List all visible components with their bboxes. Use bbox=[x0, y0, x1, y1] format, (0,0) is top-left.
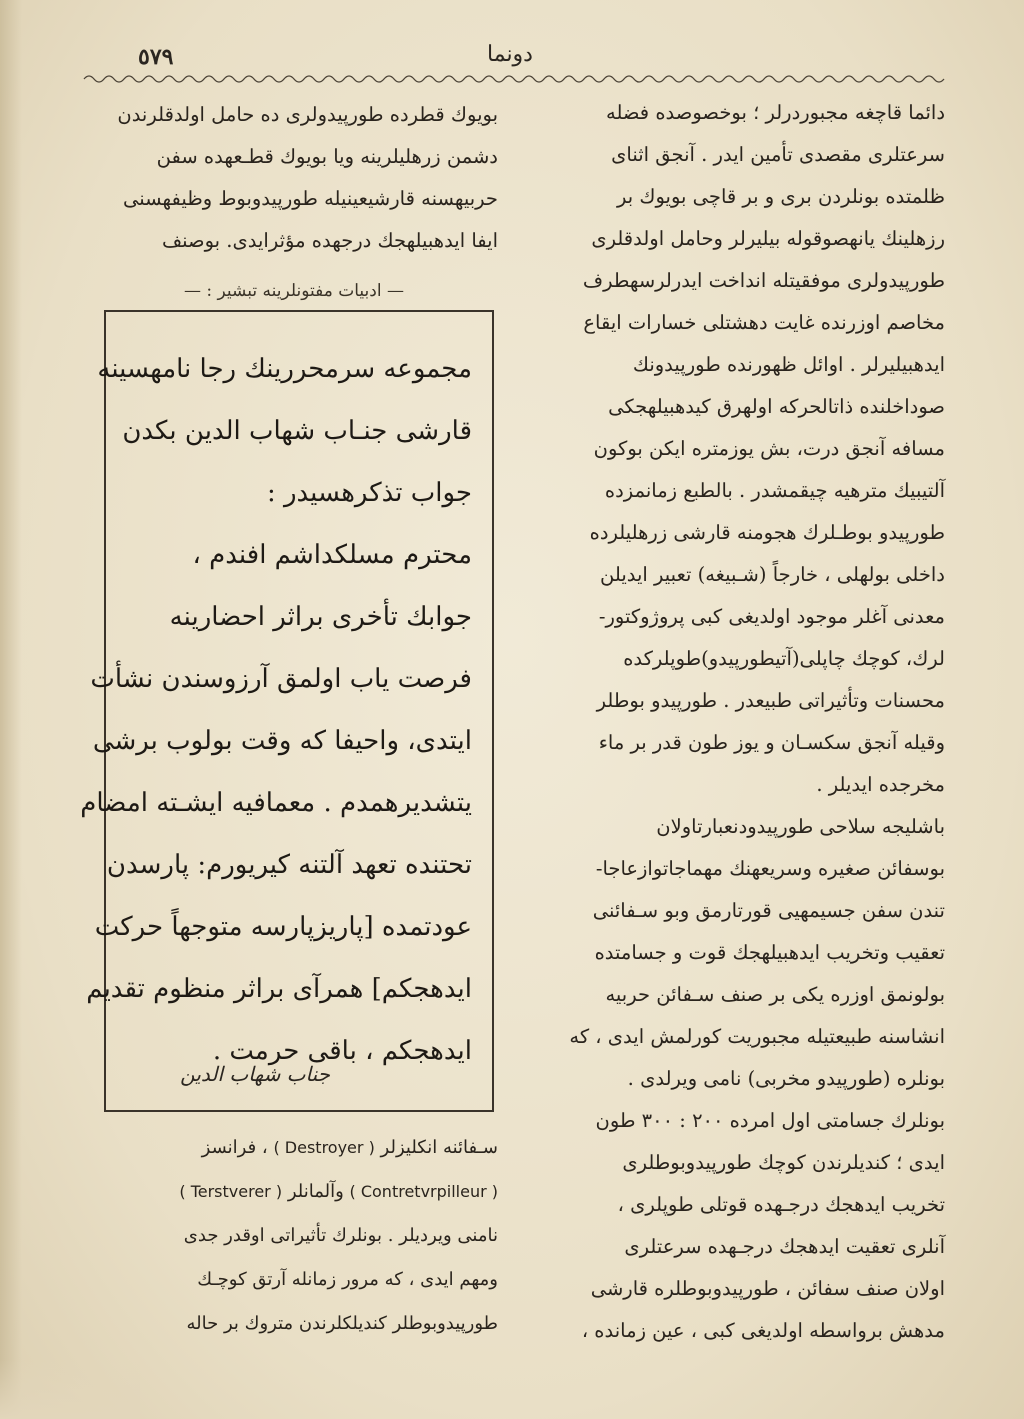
text-line: حربیهسنه قارشیعینیله طورپیدوبوط وظیفهسنی bbox=[122, 187, 498, 210]
text-line: مسافه آنجق درت، بش یوزمتره ایکن بوکون bbox=[593, 437, 945, 460]
text-line: تخریب ایدهجك درجـهده قوتلی طوپلری ، bbox=[617, 1193, 945, 1216]
text-line: ایدهبیلیرلر . اوائل ظهورنده طورپیدونك bbox=[632, 353, 945, 376]
footnote-line: طورپیدوبوطلر کندیلکلرندن متروك بر حاله bbox=[186, 1313, 498, 1334]
text-line: تندن سفن جسیمهیی قورتارمق وبو سـفائنی bbox=[592, 899, 945, 922]
letter-line: قارشی جنـاب شهاب الدین بكدن bbox=[122, 416, 472, 446]
letter-box bbox=[80, 310, 494, 1112]
text-line: بوسفائن صغیره وسریعهنك مهماجاتوازعاجا- bbox=[595, 857, 945, 880]
footnote-latin-term: ( Contretvrpilleur ) bbox=[349, 1182, 498, 1201]
letter-line: جوابك تأخری براثر احضارینه bbox=[169, 602, 472, 632]
footnote-text bbox=[90, 1126, 498, 1356]
text-line: مخاصم اوزرنده غایت دهشتلی خسارات ایقاع bbox=[583, 311, 945, 334]
page-edge-shadow bbox=[0, 0, 22, 1419]
text-line: وقیله آنجق سکسـان و یوز طون قدر بر ماء bbox=[598, 731, 945, 754]
text-line: دائما قاچغه مجبوردرلر ؛ بوخصوصده فضله bbox=[605, 101, 945, 124]
text-line: بولونمق اوزره یکی بر صنف سـفائن حربیه bbox=[605, 983, 945, 1006]
text-line: آلتیبیك مترهیه چیقمشدر . بالطبع زمانمزده bbox=[604, 479, 945, 502]
text-line: مدهش برواسطه اولدیغی کبی ، عین زمانده ، bbox=[581, 1319, 945, 1342]
page-number: ٥٧٩ bbox=[138, 44, 174, 70]
text-line: آنلری تعقیت ایدهجك درجـهده سرعتلری bbox=[624, 1235, 945, 1258]
text-line: بونلره (طورپیدو مخربی) نامی ویرلدی . bbox=[627, 1067, 945, 1090]
footnote-line-1 bbox=[90, 1126, 498, 1170]
running-title: دونما bbox=[487, 42, 533, 67]
text-line: تعقیب وتخریب ایدهبیلهجك قوت و جسامتده bbox=[594, 941, 945, 964]
text-line: طورپیدولری موفقیتله انداخت ایدرلرسهطرف bbox=[582, 269, 945, 292]
footnote-line: ومهم ایدی ، که مرور زمانله آرتق کوچـك bbox=[197, 1269, 498, 1290]
right-column-text bbox=[527, 92, 945, 1352]
text-line: معدنی آغلر موجود اولدیغی کبی پروژوکتور- bbox=[598, 605, 945, 628]
text-line: ظلمتده بونلردن بری و بر قاچی بویوك بر bbox=[616, 185, 945, 208]
page-corner-wear bbox=[0, 1360, 140, 1419]
text-line: انشاسنه طبیعتیله مجبوریت کورلمش ایدی ، که bbox=[569, 1025, 945, 1048]
footnote-latin-term: ( Destroyer ) bbox=[273, 1138, 375, 1157]
text-line: مخرجده ایدیلر . bbox=[816, 773, 945, 796]
text-line: بویوك قطرده طورپیدولری ده حامل اولدقلرندن bbox=[117, 103, 498, 126]
text-line: ایفا ایدهبیلهجك درجهده مؤثرایدی. بوصنف bbox=[161, 229, 498, 252]
text-line: طورپیدو بوطـلرك هجومنه قارشی زرهلیلرده bbox=[589, 521, 945, 544]
signature: جناب شهاب الدین bbox=[180, 1062, 330, 1086]
footnote-text-part: وآلمانلر bbox=[287, 1181, 344, 1202]
footnote-text-part: سـفائنه انکلیزلر bbox=[380, 1137, 498, 1158]
footnote-line-2 bbox=[90, 1170, 498, 1214]
header-wavy-rule bbox=[84, 72, 944, 86]
text-line: لرك، کوچك چاپلی(آتیطورپیدو)طوپلرکده bbox=[623, 647, 945, 670]
letter-line: جواب تذکرهسیدر : bbox=[266, 478, 472, 508]
letter-line: ایدهجکم] همرآی براثر منظوم تقدیم bbox=[86, 974, 472, 1004]
letter-line: فرصت یاب اولمق آرزوسندن نشأت bbox=[90, 664, 472, 694]
text-line: بونلرك جسامتی اول امرده ۲۰۰ : ۳۰۰ طون bbox=[595, 1109, 945, 1132]
letter-line: ایتدی، واحیفا که وقت بولوب برشی bbox=[92, 726, 472, 756]
letter-body bbox=[80, 338, 472, 1082]
text-line: صوداخلنده ذاتالحرکه اولهرق کیدهبیلهجکی bbox=[608, 395, 945, 418]
footnote-latin-term: ( Terstverer ) bbox=[179, 1182, 283, 1201]
text-line: باشلیجه سلاحی طورپیدودنعبارتاولان bbox=[656, 815, 945, 838]
letter-line: تحتنده تعهد آلتنه کیریورم: پارسدن bbox=[106, 850, 472, 880]
letter-line: مجموعه سرمحررینك رجا نامهسینه bbox=[97, 354, 472, 384]
text-line: ایدی ؛ کندیلرندن کوچك طورپیدوبوطلری bbox=[622, 1151, 945, 1174]
letter-line: محترم مسلکداشم افندم ، bbox=[192, 540, 472, 570]
text-line: رزهلینك یانهصوقوله بیلیرلر وحامل اولدقلری bbox=[591, 227, 945, 250]
text-line: سرعتلری مقصدی تأمین ایدر . آنجق اثنای bbox=[611, 143, 945, 166]
text-line: دشمن زرهلیلرینه ویا بویوك قطـعهده سفن bbox=[156, 145, 498, 168]
letter-line: ایدهجکم ، باقی حرمت . bbox=[212, 1036, 472, 1066]
text-line: اولان صنف سفائن ، طورپیدوبوطلره قارشی bbox=[590, 1277, 945, 1300]
notice-heading: — ادبیات مفتونلرینه تبشیر : — bbox=[184, 281, 404, 301]
letter-line: یتشدیرهمدم . معمافیه ایشـته امضام bbox=[80, 788, 472, 818]
left-column-top-text bbox=[90, 94, 498, 272]
text-line: داخلی بولهلی ، خارجاً (شـبیغه) تعبیر ایدیلن bbox=[600, 563, 945, 586]
footnote-line: نامنی ویردیلر . بونلرك تأثیراتی اوقدر جدی bbox=[183, 1225, 498, 1246]
letter-line: عودتمده [پاریزپارسه متوجهاً حرکت bbox=[94, 912, 472, 942]
text-line: محسنات وتأثیراتی طبیعدر . طورپیدو بوطلر bbox=[596, 689, 945, 712]
footnote-text-part: ، فرانسز bbox=[201, 1137, 268, 1158]
